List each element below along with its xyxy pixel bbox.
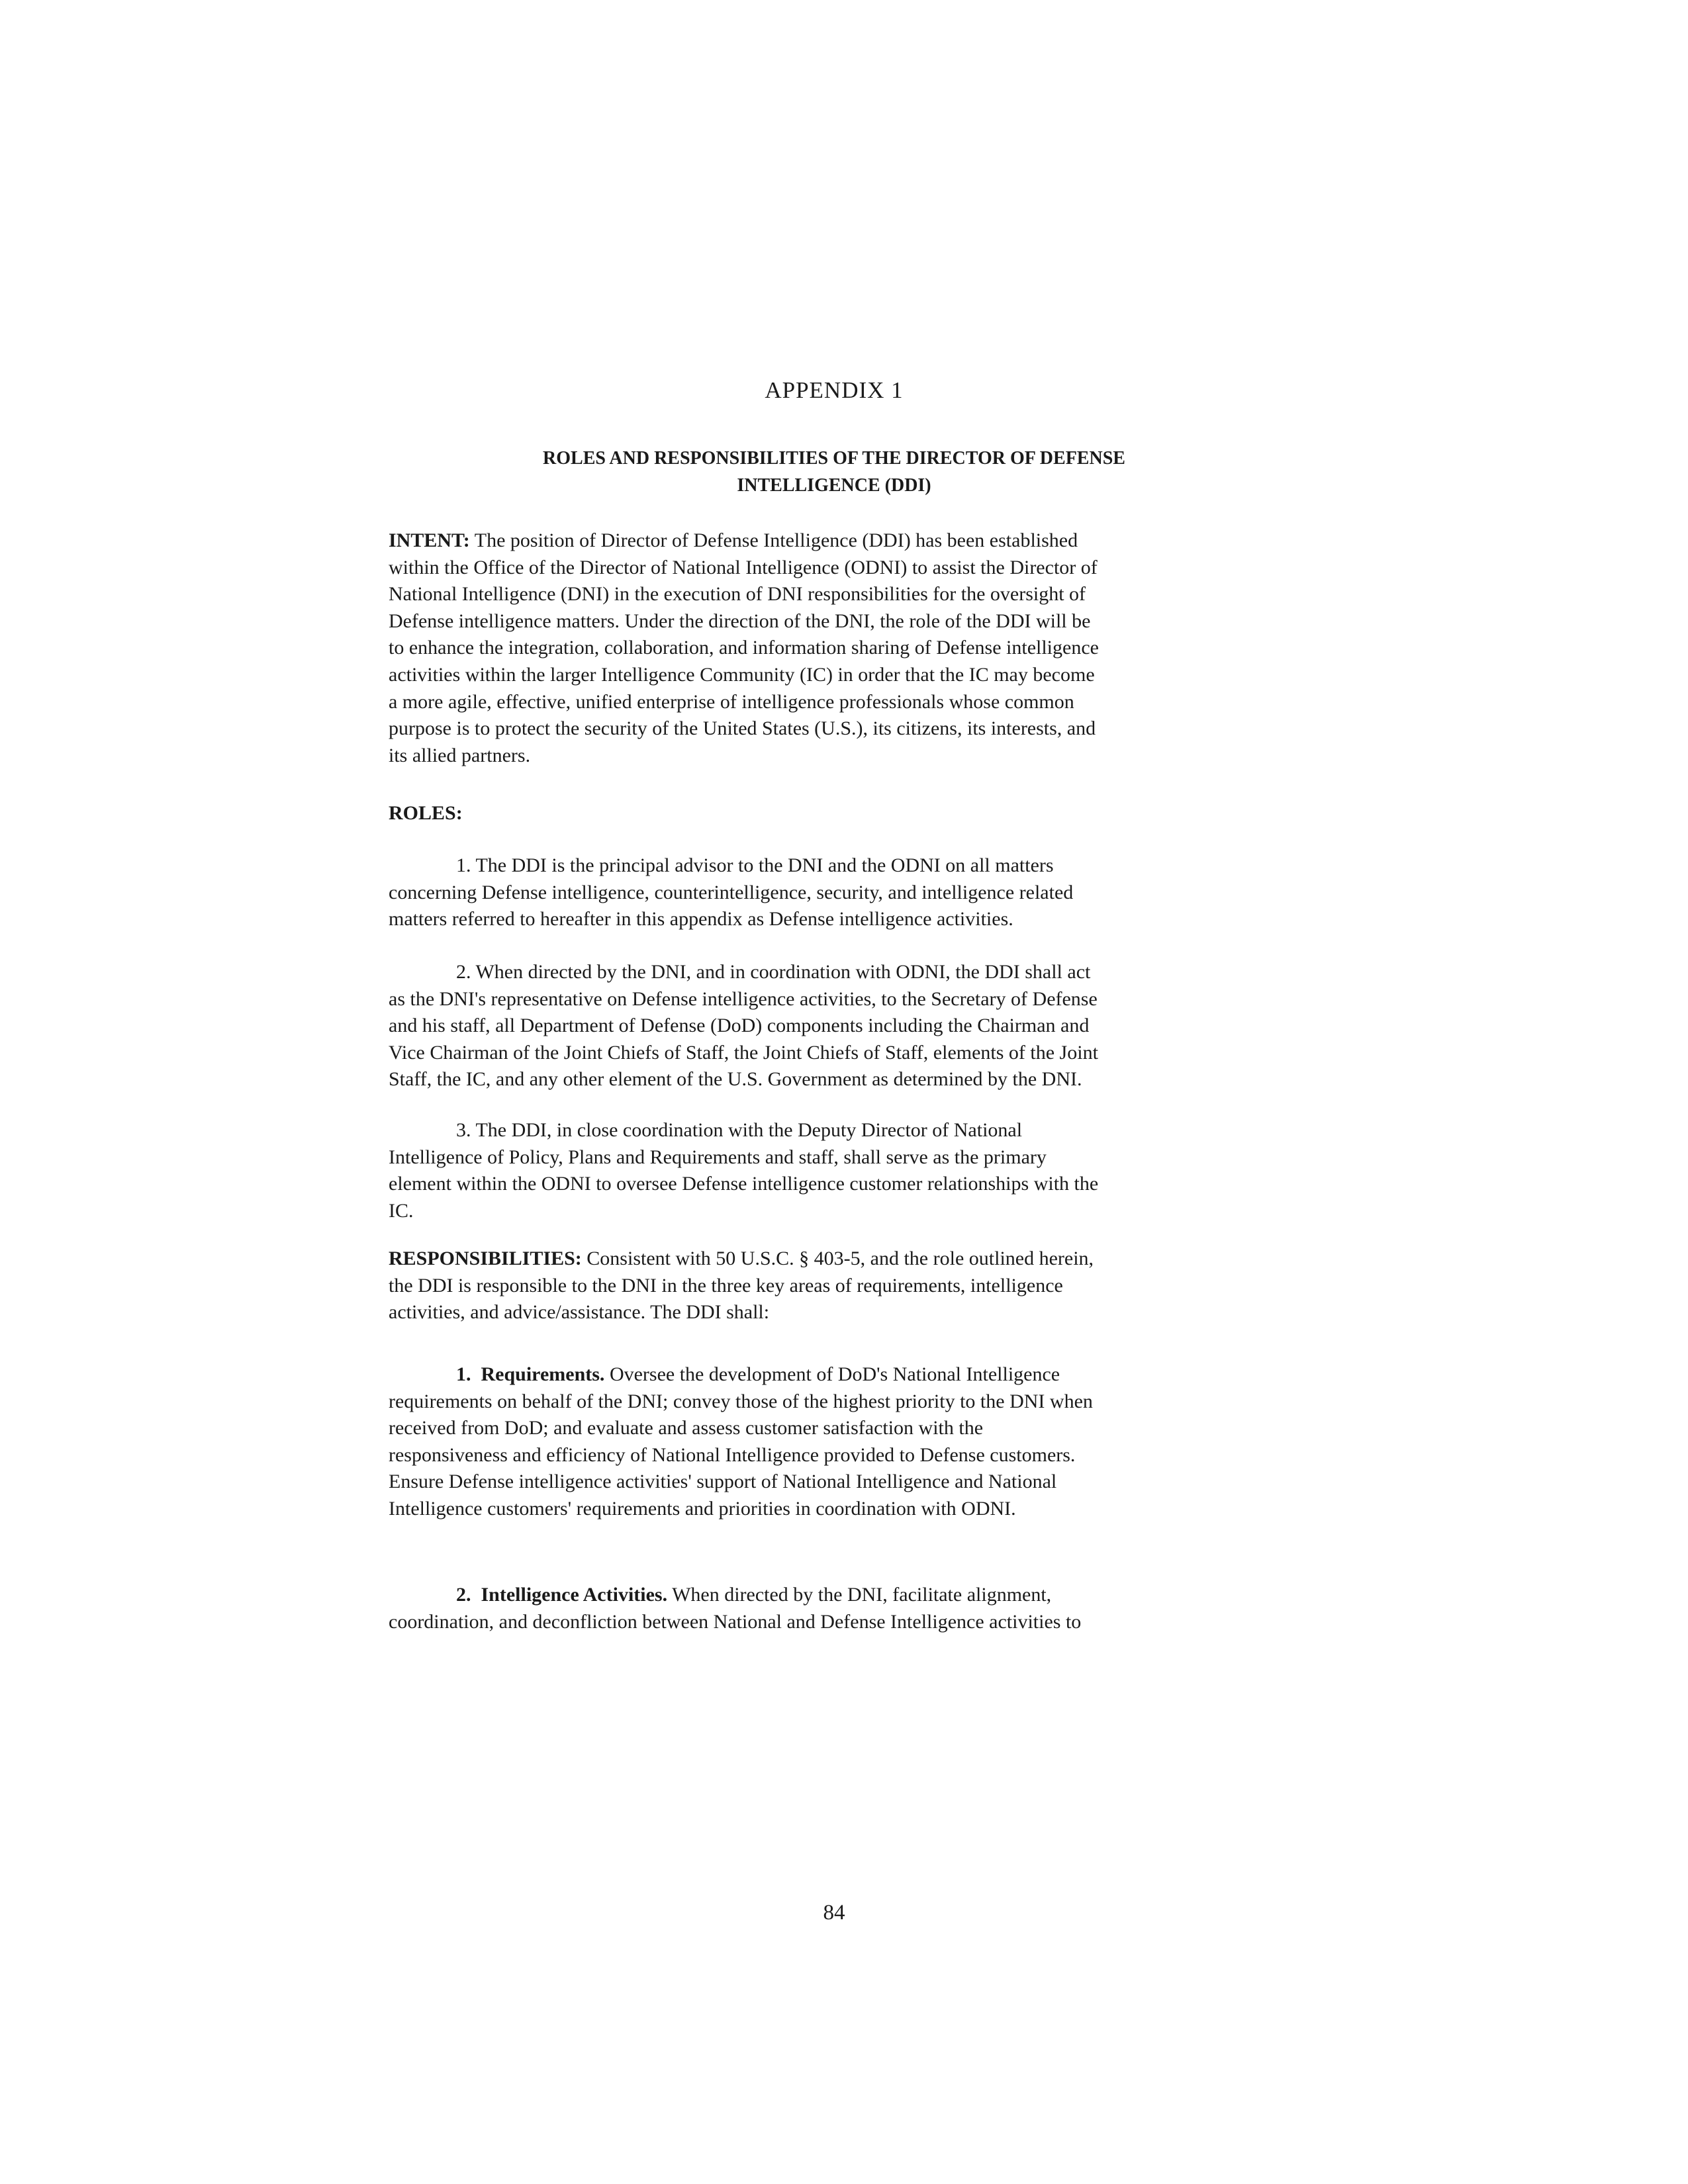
text-line: 1. The DDI is the principal advisor to the DNI and the ODNI on all matters — [456, 854, 1054, 876]
responsibility-item — [389, 1361, 1249, 1523]
text-line: coordination, and deconfliction between National and Defense Intelligence activities to — [389, 1610, 1082, 1633]
title-line: ROLES AND RESPONSIBILITIES OF THE DIRECTOR OF DEFENSE — [543, 448, 1125, 469]
text-line: concerning Defense intelligence, counterintelligence, security, and intelligence related — [389, 881, 1074, 903]
text-line: matters referred to hereafter in this appendix as Defense intelligence activities. — [389, 908, 1013, 931]
text-line: a more agile, effective, unified enterprise of intelligence professionals whose common — [389, 690, 1074, 713]
text-line: The position of Director of Defense Intelligence (DDI) has been established — [469, 529, 1078, 551]
text-line: Staff, the IC, and any other element of the U.S. Government as determined by the DNI. — [389, 1068, 1082, 1091]
text-line: activities, and advice/assistance. The DDI shall: — [389, 1301, 770, 1324]
text-line: Ensure Defense intelligence activities' support of National Intelligence and National — [389, 1471, 1057, 1493]
item-number: 2. — [456, 1584, 471, 1606]
text-line: requirements on behalf of the DNI; convey those of the highest priority to the DNI when — [389, 1390, 1093, 1412]
text-line: 2. When directed by the DNI, and in coordination with ODNI, the DDI shall act — [456, 961, 1091, 983]
item-number: 1. — [456, 1363, 471, 1385]
intent-paragraph — [389, 527, 1249, 769]
page-number: 84 — [823, 1901, 845, 1925]
text-line: Consistent with 50 U.S.C. § 403-5, and the role outlined herein, — [581, 1248, 1094, 1269]
item-heading: Intelligence Activities. — [481, 1584, 668, 1606]
text-line: to enhance the integration, collaboration, and information sharing of Defense intelligence — [389, 637, 1099, 659]
responsibilities-paragraph — [389, 1246, 1249, 1326]
text-line: the DDI is responsible to the DNI in the three key areas of requirements, intelligence — [389, 1274, 1063, 1297]
text-line: National Intelligence (DNI) in the execution of DNI responsibilities for the oversight of — [389, 583, 1086, 606]
text-line: responsiveness and efficiency of National Intelligence provided to Defense customers. — [389, 1443, 1076, 1466]
text-line: element within the ODNI to oversee Defense intelligence customer relationships with the — [389, 1173, 1099, 1195]
text-line: received from DoD; and evaluate and assess customer satisfaction with the — [389, 1417, 984, 1439]
role-item — [389, 959, 1249, 1093]
roles-heading: ROLES: — [389, 802, 463, 824]
intent-label: INTENT: — [389, 529, 470, 551]
text-line: Oversee the development of DoD's National Intelligence — [604, 1363, 1060, 1385]
text-line: IC. — [389, 1199, 414, 1222]
appendix-heading: APPENDIX 1 — [765, 377, 904, 403]
text-line: activities within the larger Intelligence Community (IC) in order that the IC may become — [389, 663, 1095, 686]
item-heading: Requirements. — [481, 1363, 605, 1385]
text-line: and his staff, all Department of Defense (DoD) components including the Chairman and — [389, 1015, 1090, 1037]
text-line: within the Office of the Director of National Intelligence (ODNI) to assist the Director of — [389, 556, 1098, 578]
text-line: as the DNI's representative on Defense intelligence activities, to the Secretary of Defense — [389, 987, 1098, 1010]
text-line: When directed by the DNI, facilitate alignment, — [667, 1584, 1052, 1606]
responsibilities-label: RESPONSIBILITIES: — [389, 1248, 582, 1269]
text-line: Intelligence customers' requirements and priorities in coordination with ODNI. — [389, 1497, 1016, 1520]
text-line: Intelligence of Policy, Plans and Requirements and staff, shall serve as the primary — [389, 1146, 1047, 1168]
responsibility-item — [389, 1582, 1249, 1635]
text-line: purpose is to protect the security of the United States (U.S.), its citizens, its interests, and — [389, 717, 1096, 740]
text-line: 3. The DDI, in close coordination with the Deputy Director of National — [456, 1119, 1023, 1141]
document-title — [0, 445, 1668, 499]
title-line: INTELLIGENCE (DDI) — [737, 475, 931, 496]
role-item — [389, 852, 1249, 933]
text-line: Defense intelligence matters. Under the direction of the DNI, the role of the DDI will be — [389, 610, 1091, 632]
text-line: Vice Chairman of the Joint Chiefs of Staff, the Joint Chiefs of Staff, elements of the Joint — [389, 1041, 1098, 1064]
role-item — [389, 1117, 1249, 1224]
text-line: its allied partners. — [389, 744, 531, 766]
